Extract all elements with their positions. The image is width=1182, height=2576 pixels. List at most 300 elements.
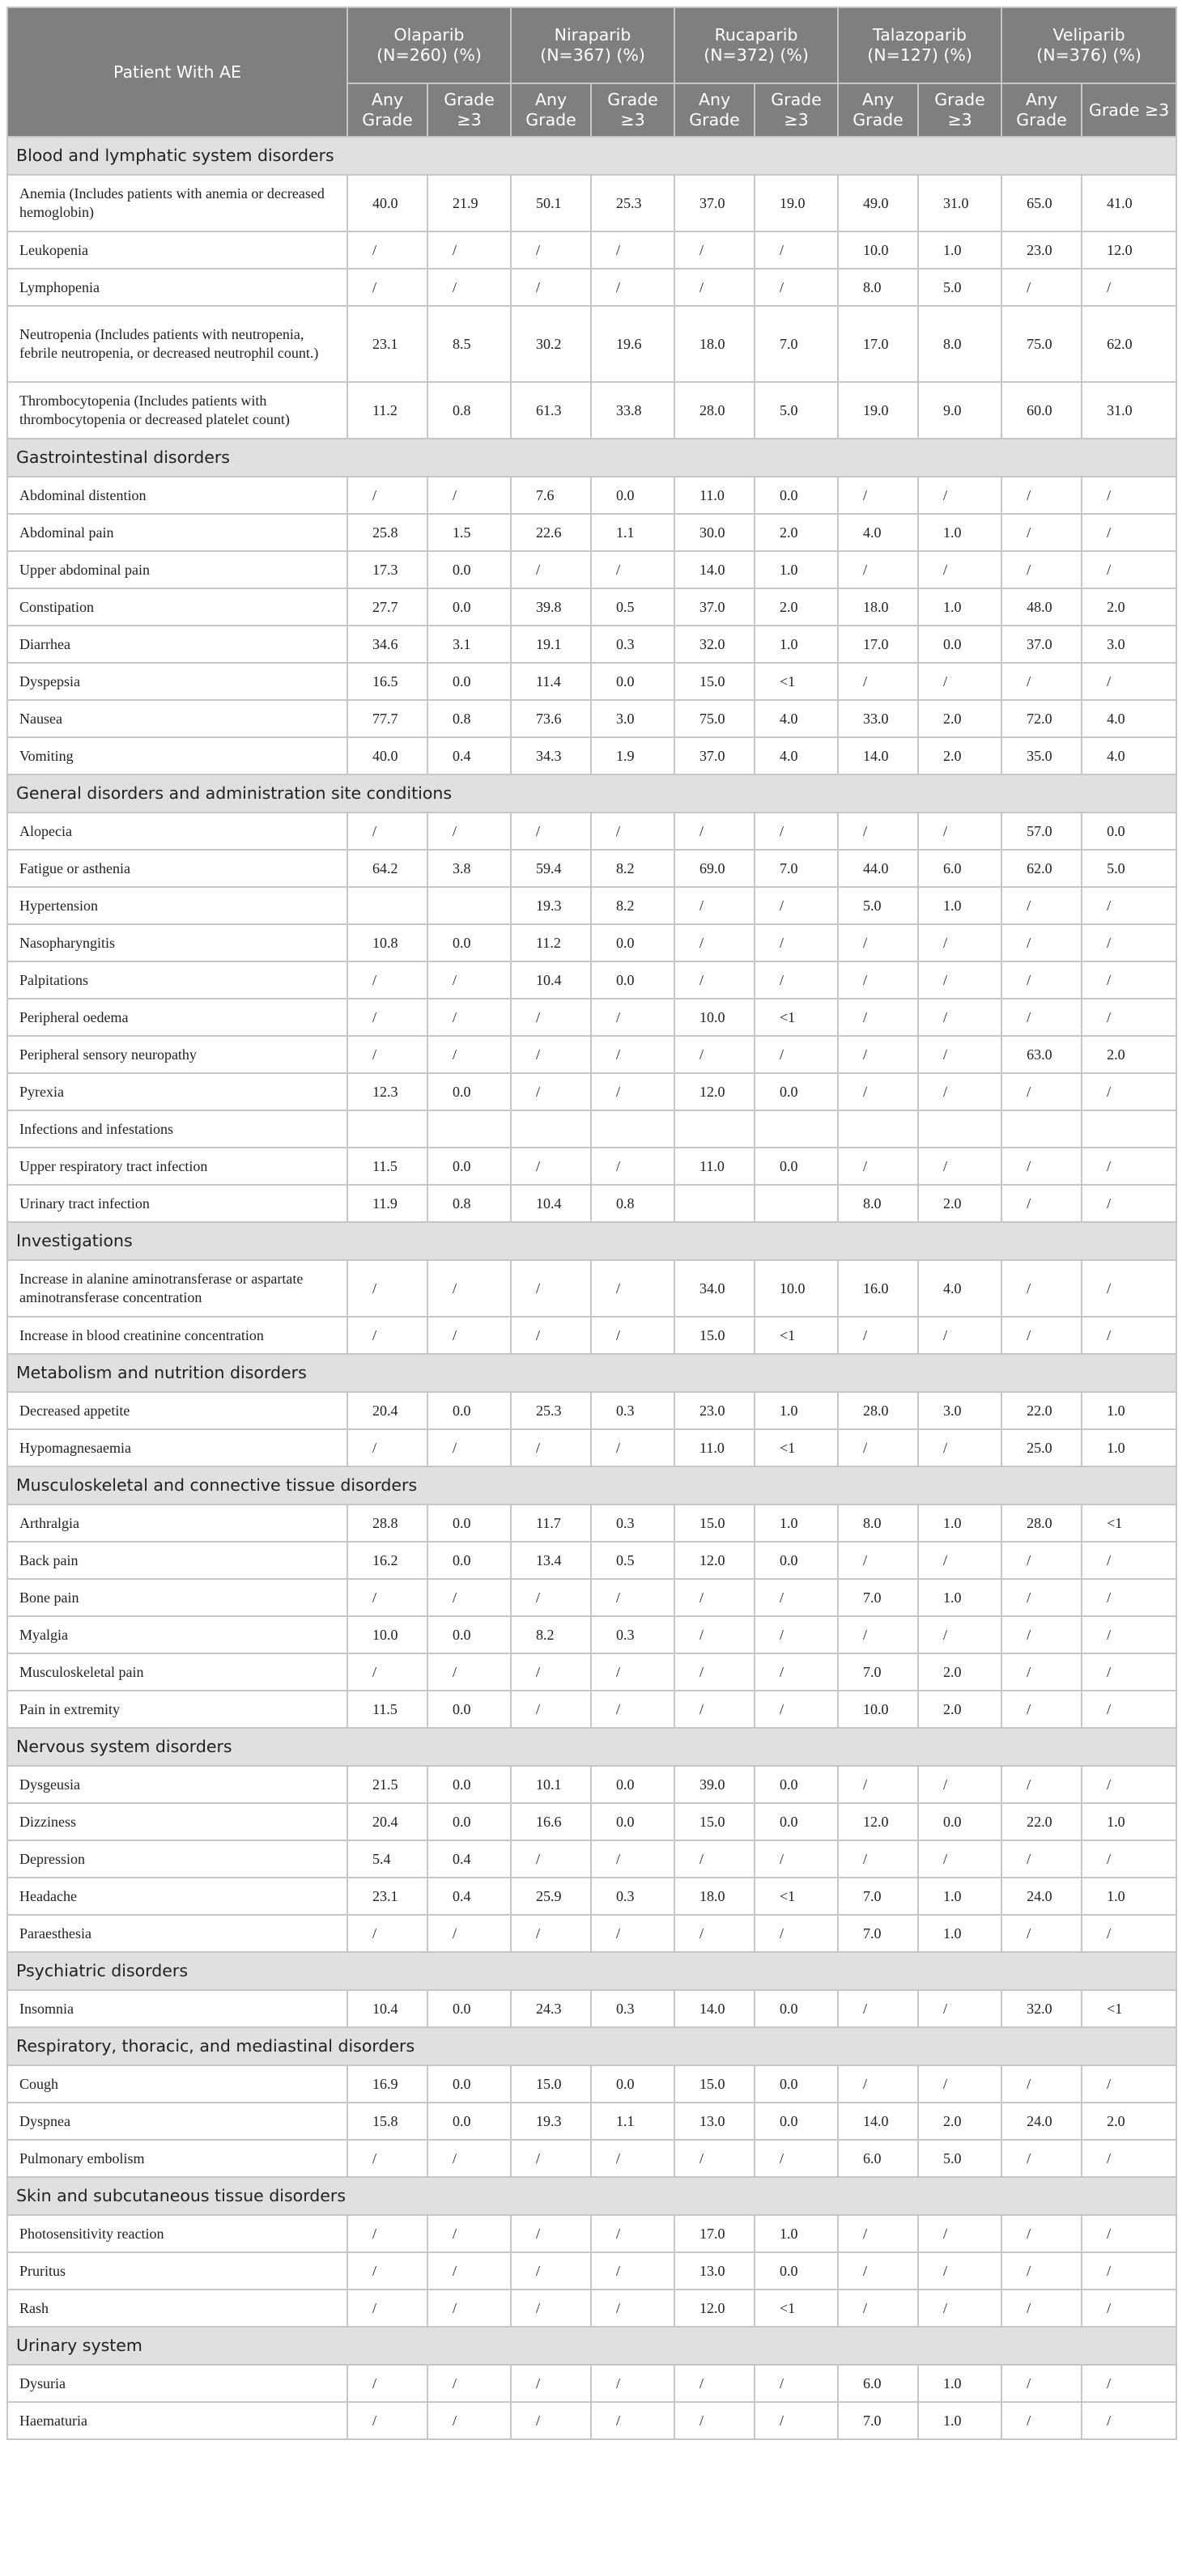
grade3-cell: 1.9	[591, 737, 674, 774]
ae-name-cell: Palpitations	[7, 961, 347, 999]
any-grade-cell: 16.5	[347, 663, 427, 700]
any-grade-cell: 16.2	[347, 1542, 427, 1579]
any-grade-cell: /	[511, 999, 591, 1036]
any-grade-cell: 12.0	[674, 1542, 755, 1579]
table-row	[7, 588, 1176, 626]
grade3-cell: /	[1082, 1840, 1176, 1878]
grade3-cell: /	[1082, 1766, 1176, 1803]
ae-name-cell: Lymphopenia	[7, 269, 347, 306]
ae-name-cell: Thrombocytopenia (Includes patients with thrombocytopenia or decreased platelet count)	[7, 382, 347, 439]
drug-n: (N=372) (%)	[704, 45, 809, 65]
grade3-cell: /	[427, 2252, 511, 2290]
grade3-cell: 1.1	[591, 2103, 674, 2140]
grade3-cell: 3.0	[918, 1392, 1001, 1429]
grade3-cell: 1.0	[755, 626, 838, 663]
table-header	[7, 7, 1176, 137]
grade3-cell: 5.0	[755, 382, 838, 439]
any-grade-cell: 34.0	[674, 1260, 755, 1317]
grade3-cell: 1.0	[1082, 1803, 1176, 1840]
any-grade-cell: /	[838, 2065, 918, 2103]
any-grade-cell: 10.0	[838, 231, 918, 269]
grade3-cell: 0.0	[427, 1616, 511, 1653]
category-title: General disorders and administration site conditions	[7, 774, 1176, 813]
grade3-header: Grade ≥3	[755, 83, 838, 137]
any-grade-cell: /	[838, 663, 918, 700]
grade3-cell: /	[918, 663, 1001, 700]
grade3-cell: 31.0	[1082, 382, 1176, 439]
drug-name: Talazoparib	[873, 25, 967, 45]
any-grade-cell: 34.6	[347, 626, 427, 663]
any-grade-cell: /	[838, 1073, 918, 1110]
any-grade-cell: /	[511, 2365, 591, 2402]
any-grade-cell: 7.0	[838, 1915, 918, 1952]
grade3-cell: /	[427, 2365, 511, 2402]
any-grade-cell: 44.0	[838, 850, 918, 887]
any-grade-cell: /	[347, 813, 427, 850]
any-grade-cell: 19.3	[511, 2103, 591, 2140]
any-grade-cell: 17.0	[838, 626, 918, 663]
any-grade-cell: /	[511, 1073, 591, 1110]
ae-name-cell: Nasopharyngitis	[7, 924, 347, 961]
grade3-cell: /	[1082, 551, 1176, 588]
any-grade-cell: 15.0	[511, 2065, 591, 2103]
any-grade-cell: 10.4	[511, 961, 591, 999]
drug-header-talazoparib	[838, 7, 1001, 83]
grade3-cell: /	[1082, 269, 1176, 306]
grade3-cell: 1.0	[1082, 1878, 1176, 1915]
grade3-cell: 0.4	[427, 1840, 511, 1878]
grade3-cell: 1.0	[918, 588, 1001, 626]
any-grade-cell: /	[674, 924, 755, 961]
grade3-cell: 0.0	[755, 1990, 838, 2027]
grade3-cell: /	[591, 1073, 674, 1110]
grade3-cell: /	[1082, 2215, 1176, 2252]
grade3-cell: /	[591, 2252, 674, 2290]
any-grade-cell: 8.0	[838, 1185, 918, 1222]
grade3-cell: 0.3	[591, 1878, 674, 1915]
table-row	[7, 269, 1176, 306]
grade3-cell: /	[755, 961, 838, 999]
any-grade-cell: 18.0	[838, 588, 918, 626]
any-grade-cell: /	[838, 1542, 918, 1579]
grade3-cell: 1.0	[918, 231, 1001, 269]
any-grade-cell: 23.0	[674, 1392, 755, 1429]
any-grade-cell: 5.0	[838, 887, 918, 924]
table-row	[7, 477, 1176, 514]
grade3-cell: /	[918, 924, 1001, 961]
ae-name-cell: Constipation	[7, 588, 347, 626]
grade3-cell: 0.0	[591, 1766, 674, 1803]
ae-name-cell: Musculoskeletal pain	[7, 1653, 347, 1691]
any-grade-cell: /	[1001, 2140, 1082, 2177]
grade3-cell: /	[1082, 2365, 1176, 2402]
ae-name-cell: Infections and infestations	[7, 1110, 347, 1148]
any-grade-cell: /	[838, 999, 918, 1036]
grade3-cell: 0.5	[591, 1542, 674, 1579]
table-row	[7, 1915, 1176, 1952]
grade3-cell: /	[591, 551, 674, 588]
any-grade-cell: 24.0	[1001, 1878, 1082, 1915]
ae-name-cell: Arthralgia	[7, 1504, 347, 1542]
any-grade-cell: 15.8	[347, 2103, 427, 2140]
grade3-cell: /	[591, 999, 674, 1036]
grade3-cell: /	[591, 1579, 674, 1616]
any-grade-cell: 72.0	[1001, 700, 1082, 737]
table-row	[7, 924, 1176, 961]
ae-name-cell: Fatigue or asthenia	[7, 850, 347, 887]
table-row	[7, 2402, 1176, 2439]
any-grade-cell: /	[347, 269, 427, 306]
any-grade-cell: /	[1001, 1185, 1082, 1222]
any-grade-cell: 28.0	[838, 1392, 918, 1429]
grade3-cell: 0.0	[918, 1803, 1001, 1840]
grade3-cell: /	[591, 2290, 674, 2327]
any-grade-cell: 65.0	[1001, 175, 1082, 231]
ae-name-cell: Hypomagnesaemia	[7, 1429, 347, 1466]
any-grade-cell: 16.9	[347, 2065, 427, 2103]
any-grade-cell: /	[674, 1036, 755, 1073]
any-grade-cell: /	[347, 2252, 427, 2290]
table-row	[7, 231, 1176, 269]
ae-name-cell: Dysuria	[7, 2365, 347, 2402]
grade3-cell: /	[591, 231, 674, 269]
any-grade-cell: /	[511, 1260, 591, 1317]
any-grade-cell: /	[674, 1915, 755, 1952]
ae-name-cell: Upper respiratory tract infection	[7, 1148, 347, 1185]
grade3-cell: 1.1	[591, 514, 674, 551]
grade3-cell: 0.0	[591, 1803, 674, 1840]
table-row	[7, 1073, 1176, 1110]
table-body	[7, 137, 1176, 2439]
grade3-cell: /	[591, 1691, 674, 1728]
any-grade-cell: 39.0	[674, 1766, 755, 1803]
any-grade-header: Any Grade	[838, 83, 918, 137]
grade3-cell: /	[918, 1840, 1001, 1878]
grade3-cell: 0.0	[755, 1803, 838, 1840]
any-grade-cell: /	[838, 2215, 918, 2252]
grade3-cell: 41.0	[1082, 175, 1176, 231]
any-grade-cell: /	[1001, 1616, 1082, 1653]
grade3-cell: 5.0	[918, 269, 1001, 306]
grade3-cell: 5.0	[1082, 850, 1176, 887]
grade3-cell: /	[1082, 924, 1176, 961]
any-grade-cell: 32.0	[674, 626, 755, 663]
table-row	[7, 737, 1176, 774]
drug-name: Olaparib	[393, 25, 465, 45]
any-grade-cell: 7.0	[838, 1579, 918, 1616]
grade3-cell: /	[591, 813, 674, 850]
grade3-cell: /	[918, 1766, 1001, 1803]
any-grade-cell: /	[838, 1148, 918, 1185]
grade3-cell: 0.0	[591, 924, 674, 961]
any-grade-cell: /	[511, 269, 591, 306]
any-grade-cell: /	[1001, 1542, 1082, 1579]
grade3-cell: 0.0	[427, 551, 511, 588]
any-grade-cell: 7.0	[838, 2402, 918, 2439]
table-row	[7, 175, 1176, 231]
grade3-cell: /	[591, 1317, 674, 1354]
grade3-cell: /	[918, 961, 1001, 999]
any-grade-cell: /	[347, 1036, 427, 1073]
any-grade-cell: 18.0	[674, 306, 755, 382]
grade3-cell: /	[755, 2402, 838, 2439]
any-grade-cell: /	[1001, 2065, 1082, 2103]
grade3-cell: <1	[1082, 1504, 1176, 1542]
table-row	[7, 663, 1176, 700]
any-grade-cell: 28.0	[674, 382, 755, 439]
table-row	[7, 1803, 1176, 1840]
grade3-cell: /	[1082, 1260, 1176, 1317]
any-grade-cell: /	[1001, 887, 1082, 924]
any-grade-cell: 33.0	[838, 700, 918, 737]
grade3-cell: /	[591, 1915, 674, 1952]
table-row	[7, 1185, 1176, 1222]
grade3-cell: 2.0	[1082, 1036, 1176, 1073]
grade3-cell: /	[918, 2290, 1001, 2327]
any-grade-cell: 77.7	[347, 700, 427, 737]
grade3-cell: /	[591, 1148, 674, 1185]
grade3-cell: 0.0	[427, 1542, 511, 1579]
category-title: Investigations	[7, 1222, 1176, 1260]
grade3-cell: 1.0	[918, 1915, 1001, 1952]
any-grade-cell: /	[1001, 477, 1082, 514]
any-grade-cell: 10.0	[838, 1691, 918, 1728]
grade3-cell: 0.0	[427, 1148, 511, 1185]
header-row-drugs	[7, 7, 1176, 83]
grade3-cell: 2.0	[918, 2103, 1001, 2140]
any-grade-cell: /	[347, 961, 427, 999]
grade3-cell: <1	[755, 1429, 838, 1466]
ae-name-cell: Pulmonary embolism	[7, 2140, 347, 2177]
any-grade-cell: 22.0	[1001, 1803, 1082, 1840]
any-grade-cell: /	[1001, 924, 1082, 961]
any-grade-cell: /	[1001, 663, 1082, 700]
grade3-cell: 1.0	[1082, 1392, 1176, 1429]
grade3-cell: 0.0	[427, 924, 511, 961]
any-grade-cell: 39.8	[511, 588, 591, 626]
any-grade-cell: /	[838, 924, 918, 961]
table-row	[7, 850, 1176, 887]
table-row	[7, 961, 1176, 999]
any-grade-cell: 32.0	[1001, 1990, 1082, 2027]
any-grade-cell: /	[674, 231, 755, 269]
any-grade-cell: /	[674, 2365, 755, 2402]
any-grade-cell: 6.0	[838, 2365, 918, 2402]
any-grade-cell: 8.2	[511, 1616, 591, 1653]
any-grade-cell: 23.0	[1001, 231, 1082, 269]
grade3-cell: /	[1082, 2290, 1176, 2327]
grade3-header: Grade ≥3	[591, 83, 674, 137]
grade3-cell: /	[918, 813, 1001, 850]
any-grade-cell: /	[674, 813, 755, 850]
grade3-cell: 2.0	[755, 514, 838, 551]
any-grade-cell: 37.0	[674, 588, 755, 626]
any-grade-cell: /	[1001, 1840, 1082, 1878]
any-grade-cell: 25.9	[511, 1878, 591, 1915]
any-grade-cell: /	[1001, 269, 1082, 306]
grade3-cell: 2.0	[918, 737, 1001, 774]
drug-name: Veliparib	[1052, 25, 1125, 45]
grade3-cell: /	[918, 999, 1001, 1036]
any-grade-cell: 75.0	[674, 700, 755, 737]
table-row	[7, 999, 1176, 1036]
any-grade-cell: 49.0	[838, 175, 918, 231]
any-grade-cell: /	[511, 2215, 591, 2252]
table-row	[7, 2365, 1176, 2402]
any-grade-cell: /	[511, 2252, 591, 2290]
grade3-cell: 1.0	[755, 1392, 838, 1429]
any-grade-cell: /	[838, 961, 918, 999]
any-grade-cell: 8.0	[838, 269, 918, 306]
grade3-cell: 0.0	[591, 477, 674, 514]
any-grade-cell: /	[838, 1036, 918, 1073]
any-grade-cell: 13.4	[511, 1542, 591, 1579]
grade3-cell: /	[918, 1148, 1001, 1185]
grade3-cell: 0.0	[755, 1766, 838, 1803]
any-grade-cell: /	[347, 1260, 427, 1317]
any-grade-cell: 34.3	[511, 737, 591, 774]
drug-header-niraparib	[511, 7, 674, 83]
any-grade-cell: 7.0	[838, 1653, 918, 1691]
any-grade-cell: /	[674, 961, 755, 999]
any-grade-cell	[1001, 1110, 1082, 1148]
any-grade-cell: 10.8	[347, 924, 427, 961]
category-row	[7, 1354, 1176, 1392]
any-grade-cell: 69.0	[674, 850, 755, 887]
any-grade-cell: /	[838, 1429, 918, 1466]
grade3-cell: 1.0	[918, 1878, 1001, 1915]
any-grade-cell	[511, 1110, 591, 1148]
any-grade-cell: /	[511, 1036, 591, 1073]
grade3-cell: <1	[755, 999, 838, 1036]
grade3-cell: /	[918, 1317, 1001, 1354]
ae-name-cell: Diarrhea	[7, 626, 347, 663]
category-title: Blood and lymphatic system disorders	[7, 137, 1176, 175]
grade3-cell: 2.0	[918, 1185, 1001, 1222]
any-grade-cell: 22.6	[511, 514, 591, 551]
any-grade-cell: 37.0	[1001, 626, 1082, 663]
any-grade-cell: 10.0	[674, 999, 755, 1036]
grade3-cell	[427, 887, 511, 924]
grade3-cell: /	[1082, 2252, 1176, 2290]
any-grade-cell: 15.0	[674, 1504, 755, 1542]
grade3-cell: 0.0	[427, 663, 511, 700]
grade3-cell: /	[591, 269, 674, 306]
table-row	[7, 1260, 1176, 1317]
grade3-cell: /	[1082, 2140, 1176, 2177]
ae-name-cell: Bone pain	[7, 1579, 347, 1616]
any-grade-cell: 50.1	[511, 175, 591, 231]
any-grade-cell: /	[347, 2215, 427, 2252]
grade3-cell: 1.5	[427, 514, 511, 551]
any-grade-cell: /	[1001, 1653, 1082, 1691]
table-row	[7, 1878, 1176, 1915]
any-grade-cell: 4.0	[838, 514, 918, 551]
any-grade-cell: 61.3	[511, 382, 591, 439]
grade3-cell: 0.8	[591, 1185, 674, 1222]
grade3-cell: /	[1082, 2065, 1176, 2103]
any-grade-cell: /	[674, 269, 755, 306]
grade3-cell: 0.0	[591, 663, 674, 700]
any-grade-cell: 16.6	[511, 1803, 591, 1840]
any-grade-cell: /	[347, 477, 427, 514]
grade3-cell: 12.0	[1082, 231, 1176, 269]
grade3-cell: 3.8	[427, 850, 511, 887]
any-grade-cell: 11.4	[511, 663, 591, 700]
grade3-cell: /	[755, 1579, 838, 1616]
any-grade-cell: 27.7	[347, 588, 427, 626]
grade3-cell	[1082, 1110, 1176, 1148]
grade3-cell: /	[427, 1653, 511, 1691]
grade3-cell: /	[591, 2140, 674, 2177]
grade3-cell: /	[755, 1915, 838, 1952]
any-grade-cell: /	[347, 999, 427, 1036]
ae-name-cell: Pruritus	[7, 2252, 347, 2290]
grade3-cell: 0.0	[427, 1803, 511, 1840]
table-row	[7, 1579, 1176, 1616]
any-grade-cell: /	[347, 1653, 427, 1691]
grade3-cell: <1	[755, 663, 838, 700]
any-grade-cell: /	[511, 551, 591, 588]
any-grade-cell: 30.2	[511, 306, 591, 382]
grade3-cell: /	[918, 2065, 1001, 2103]
grade3-cell: 33.8	[591, 382, 674, 439]
grade3-cell: /	[591, 1036, 674, 1073]
grade3-cell: /	[918, 1429, 1001, 1466]
patient-with-ae-header: Patient With AE	[7, 7, 347, 137]
table-row	[7, 887, 1176, 924]
any-grade-cell: /	[347, 2365, 427, 2402]
grade3-cell: 4.0	[918, 1260, 1001, 1317]
grade3-cell: 19.6	[591, 306, 674, 382]
any-grade-cell: 59.4	[511, 850, 591, 887]
any-grade-cell: /	[347, 231, 427, 269]
grade3-cell: /	[755, 1616, 838, 1653]
any-grade-cell: /	[838, 1616, 918, 1653]
grade3-cell: 3.0	[591, 700, 674, 737]
grade3-cell: /	[755, 269, 838, 306]
category-row	[7, 2177, 1176, 2215]
grade3-cell: 2.0	[1082, 2103, 1176, 2140]
any-grade-cell: 63.0	[1001, 1036, 1082, 1073]
grade3-cell: /	[1082, 1073, 1176, 1110]
grade3-cell: /	[427, 999, 511, 1036]
any-grade-cell: /	[674, 1653, 755, 1691]
grade3-cell: 0.0	[427, 1504, 511, 1542]
grade3-cell: /	[755, 2365, 838, 2402]
grade3-cell: 0.8	[427, 382, 511, 439]
grade3-cell: 0.0	[427, 1990, 511, 2027]
grade3-cell: /	[591, 2402, 674, 2439]
any-grade-cell: 25.3	[511, 1392, 591, 1429]
any-grade-cell: 17.0	[674, 2215, 755, 2252]
grade3-cell: /	[1082, 514, 1176, 551]
any-grade-cell: /	[674, 1840, 755, 1878]
grade3-header: Grade ≥3	[918, 83, 1001, 137]
grade3-cell: 0.0	[427, 1691, 511, 1728]
any-grade-cell	[838, 1110, 918, 1148]
table-row	[7, 306, 1176, 382]
grade3-cell: 0.0	[755, 1542, 838, 1579]
any-grade-cell: /	[347, 1579, 427, 1616]
grade3-cell: /	[427, 2402, 511, 2439]
table-row	[7, 1110, 1176, 1148]
any-grade-header: Any Grade	[347, 83, 427, 137]
grade3-header: Grade ≥3	[1082, 83, 1176, 137]
any-grade-header: Any Grade	[1001, 83, 1082, 137]
grade3-cell: 0.0	[427, 1766, 511, 1803]
drug-header-rucaparib	[674, 7, 838, 83]
